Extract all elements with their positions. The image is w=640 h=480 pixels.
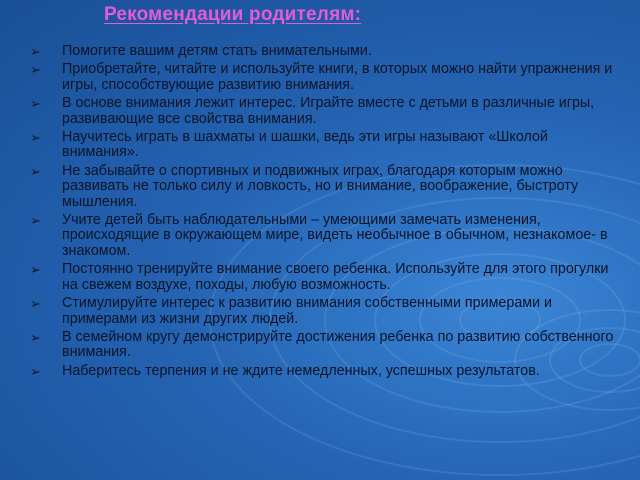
list-item <box>26 96 626 127</box>
arrow-bullet-icon: ➢ <box>30 214 41 230</box>
arrow-bullet-icon: ➢ <box>30 63 41 79</box>
arrow-bullet-icon: ➢ <box>30 330 41 346</box>
list-item <box>26 164 626 210</box>
list-item <box>26 296 626 327</box>
arrow-bullet-icon: ➢ <box>30 297 41 313</box>
item-text: Не забывайте о спортивных и подвижных играх, благодаря которым можно развивать не только силу и ловкость, но и внимание, воображение, быстроту мышления. <box>62 162 579 210</box>
arrow-bullet-icon: ➢ <box>30 45 41 60</box>
list-item <box>26 262 626 293</box>
list-item <box>26 364 626 379</box>
list-item <box>26 44 626 59</box>
item-text: Помогите вашим детям стать внимательными. <box>62 43 372 59</box>
arrow-bullet-icon: ➢ <box>30 364 41 380</box>
arrow-bullet-icon: ➢ <box>30 97 41 113</box>
list-item <box>26 130 626 161</box>
item-text: В семейном кругу демонстрируйте достижения ребенка по развитию собственного внимания. <box>62 328 614 361</box>
list-item <box>26 330 626 361</box>
item-text: Постоянно тренируйте внимание своего ребенка. Используйте для этого прогулки на свежем воздухе, походы, любую возможность. <box>62 261 609 293</box>
arrow-bullet-icon: ➢ <box>30 164 41 180</box>
item-text: В основе внимания лежит интерес. Играйте вместе с детьми в различные игры, развивающие все свойства внимания. <box>62 95 595 127</box>
item-text: Стимулируйте интерес к развитию внимания собственными примерами и примерами из жизни других людей. <box>62 295 553 327</box>
recommendations-list <box>26 44 626 382</box>
list-item <box>26 213 626 259</box>
arrow-bullet-icon: ➢ <box>30 263 41 279</box>
item-text: Приобретайте, читайте и используйте книги, в которых можно найти упражнения и игры, способствующие развитию внимания. <box>62 61 613 93</box>
item-text: Научитесь играть в шахматы и шашки, ведь эти игры называют «Школой внимания». <box>62 129 548 161</box>
arrow-bullet-icon: ➢ <box>30 131 41 147</box>
item-text: Учите детей быть наблюдательными – умеющими замечать изменения, происходящие в окружающем мире, видеть необычное в обычном, незнакомое- в знакомом. <box>62 212 608 259</box>
list-item <box>26 62 626 93</box>
item-text: Наберитесь терпения и не ждите немедленных, успешных результатов. <box>62 362 540 379</box>
slide-title: Рекомендации родителям: <box>104 4 362 25</box>
